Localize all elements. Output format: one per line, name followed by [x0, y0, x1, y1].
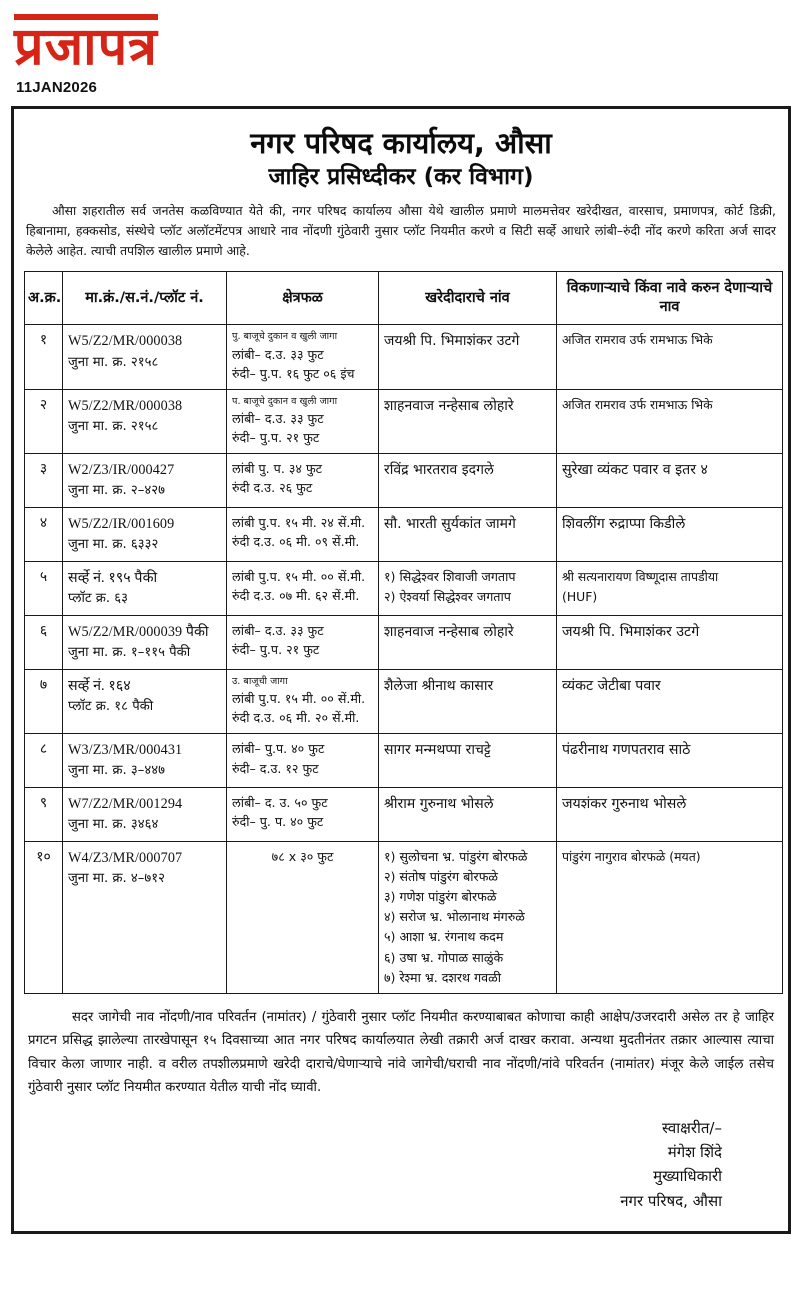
- signature-line: मंगेश शिंदे: [667, 1143, 722, 1162]
- column-header-serial: अ.क्र.: [25, 272, 63, 325]
- cell-seller-names: [557, 787, 783, 841]
- cell-serial-number: १: [25, 325, 63, 389]
- buyer-name: २) ऐश्वर्या सिद्धेश्वर जगताप: [384, 588, 511, 604]
- buyer-name: ७) रेश्मा भ्र. दशरथ गवळी: [384, 969, 501, 985]
- cell-serial-number: ८: [25, 734, 63, 788]
- table-row: [25, 734, 783, 788]
- plot-old-number-text: जुना मा. क्र. २१५८: [68, 354, 159, 370]
- buyer-name: सौ. भारती सुर्यकांत जामगे: [384, 515, 516, 532]
- area-dimension-line: रुंदी– द.उ. १२ फुट: [232, 760, 319, 776]
- plot-old-number-text: प्लॉट क्र. १८ पैकी: [68, 699, 154, 715]
- cell-buyer-names: [379, 389, 557, 453]
- seller-name: अजित रामराव उर्फ रामभाऊ भिके: [562, 396, 713, 412]
- cell-area: [227, 787, 379, 841]
- cell-buyer-names: [379, 507, 557, 561]
- public-notice-box: [11, 106, 791, 1234]
- cell-serial-number: २: [25, 389, 63, 453]
- cell-plot-number: [63, 615, 227, 669]
- table-header-row: [25, 272, 783, 325]
- buyer-name: शाहनवाज नन्हेसाब लोहारे: [384, 397, 514, 414]
- table-row: [25, 325, 783, 389]
- cell-seller-names: [557, 669, 783, 733]
- cell-serial-number: ३: [25, 453, 63, 507]
- buyer-name: ३) गणेश पांडुरंग बोरफळे: [384, 889, 497, 905]
- seller-name: अजित रामराव उर्फ रामभाऊ भिके: [562, 332, 713, 348]
- area-dimension-line: रुंदी द.उ. ०७ मी. ६२ सें.मी.: [232, 588, 360, 604]
- area-dimension-line: लांबी– द. उ. ५० फुट: [232, 794, 328, 810]
- plot-old-number-text: जुना मा. क्र. ४–७१२: [68, 871, 165, 887]
- cell-buyer-names: [379, 787, 557, 841]
- cell-area: [227, 389, 379, 453]
- cell-area: [227, 669, 379, 733]
- cell-area: [227, 734, 379, 788]
- plot-old-number-text: जुना मा. क्र. १–११५ पैकी: [68, 645, 191, 661]
- buyer-name: शाहनवाज नन्हेसाब लोहारे: [384, 623, 514, 640]
- area-dimension-line: ७८ x ३० फुट: [271, 848, 334, 864]
- cell-plot-number: [63, 734, 227, 788]
- table-row: [25, 841, 783, 993]
- column-header-area: क्षेत्रफळ: [227, 272, 379, 325]
- cell-seller-names: [557, 615, 783, 669]
- area-dimension-line: रुंदी– पु.प. २१ फुट: [232, 642, 320, 658]
- cell-area: [227, 615, 379, 669]
- cell-buyer-names: [379, 841, 557, 993]
- seller-name: (HUF): [562, 588, 598, 604]
- area-note-text: प. बाजूचे दुकान व खुली जागा: [232, 395, 338, 407]
- masthead: [0, 0, 802, 96]
- plot-id-text: W5/Z2/MR/000038: [68, 333, 183, 350]
- plot-id-text: सर्व्हे नं. १९५ पैकी: [68, 569, 158, 586]
- area-dimension-line: रुंदी द.उ. ०६ मी. २० सें.मी.: [232, 710, 360, 726]
- intro-paragraph: औसा शहरातील सर्व जनतेस कळविण्यात येते की, नगर परिषद कार्यालय औसा येथे खालील प्रमाणे मालमत्तेवर खरेदीखत, वारसाच, प्रमाणपत्र, कोर्ट डिक्री, हिबानामा, हक्कसोड, संस्थेचे प्लॉट अलॉटमेंटपत्र आधारे नाव नोंदणी गुंठेवारी नुसार प्लॉट नियमीत करणे व सिटी सर्व्हे आधारे लांबी–रुंदी नोंद करणे करिता अर्ज सादर केलेले आहेत. त्याची तपशिल खालील प्रमाणे आहे.: [26, 203, 776, 259]
- area-dimension-line: लांबी– पु.प. ४० फुट: [232, 741, 325, 756]
- cell-serial-number: ७: [25, 669, 63, 733]
- cell-seller-names: [557, 507, 783, 561]
- cell-serial-number: १०: [25, 841, 63, 993]
- footer-paragraph: सदर जागेची नाव नोंदणी/नाव परिवर्तन (नामांतर) / गुंठेवारी नुसार प्लॉट नियमीत करण्याबाबत कोणाचा काही आक्षेप/उजरदारी असेल तर हे जाहिर प्रगटन प्रसिद्ध झालेल्या तारखेपासून १५ दिवसाच्या आत नगर परिषद कार्यालयात लेखी तक्रारी अर्ज दाखर करावा. अन्यथा मुदतीनंतर तक्रार आल्यास त्याचा विचार केला जाणार नाही. व वरील तपशीलप्रमाणे खरेदी दाराचे/घेणाऱ्याचे नांवे जागेची/घराची नाव नोंदणी/नांवे परिवर्तन (नामांतर) मंजूर केले जाईल तसेच गुंठेवारी नुसार प्लॉट नियमीत करण्यात येतील याची नोंद घ्यावी.: [28, 1009, 774, 1096]
- table-row: [25, 615, 783, 669]
- cell-seller-names: [557, 734, 783, 788]
- table-row: [25, 389, 783, 453]
- cell-buyer-names: [379, 561, 557, 615]
- plot-id-text: W5/Z2/MR/000039 पैकी: [68, 623, 209, 640]
- table-row: [25, 669, 783, 733]
- signature-line: नगर परिषद, औसा: [620, 1191, 722, 1210]
- buyer-name: शैलेजा श्रीनाथ कासार: [384, 677, 494, 694]
- cell-area: [227, 561, 379, 615]
- area-dimension-line: लांबी– द.उ. ३३ फुट: [232, 346, 324, 362]
- buyer-name: सागर मन्मथप्पा राचट्टे: [384, 742, 491, 758]
- plot-old-number-text: जुना मा. क्र. २१५८: [68, 418, 159, 434]
- seller-name: सुरेखा व्यंकट पवार व इतर ४: [562, 461, 708, 478]
- plot-old-number-text: जुना मा. क्र. २–४२७: [68, 483, 165, 499]
- notice-subtitle: जाहिर प्रसिध्दीकर (कर विभाग): [268, 164, 534, 191]
- cell-plot-number: [63, 787, 227, 841]
- plot-id-text: सर्व्हे नं. १६४: [68, 677, 131, 694]
- area-note-text: उ. बाजूची जागा: [232, 675, 288, 687]
- plot-id-text: W2/Z3/IR/000427: [68, 461, 175, 478]
- seller-name: पांडुरंग नागुराव बोरफळे (मयत): [562, 848, 701, 864]
- cell-serial-number: ४: [25, 507, 63, 561]
- buyer-name: १) सिद्धेश्वर शिवाजी जगताप: [384, 568, 516, 584]
- cell-seller-names: [557, 453, 783, 507]
- area-dimension-line: लांबी पु.प. १५ मी. ०० सें.मी.: [232, 690, 366, 706]
- area-dimension-line: लांबी पु. प. ३४ फुट: [232, 460, 322, 476]
- seller-name: श्री सत्यनारायण विष्णूदास तापडीया: [562, 568, 719, 584]
- cell-buyer-names: [379, 453, 557, 507]
- plot-id-text: W5/Z2/IR/001609: [68, 515, 175, 532]
- cell-buyer-names: [379, 325, 557, 389]
- buyer-name: जयश्री पि. भिमाशंकर उटगे: [384, 333, 520, 350]
- area-note-text: पु. बाजूचे दुकान व खुली जागा: [232, 331, 338, 343]
- cell-seller-names: [557, 841, 783, 993]
- cell-seller-names: [557, 325, 783, 389]
- newspaper-logo: प्रजापत्र: [14, 14, 158, 73]
- seller-name: शिवलींग रुद्राप्पा किडीले: [562, 515, 686, 532]
- cell-serial-number: ६: [25, 615, 63, 669]
- cell-plot-number: [63, 325, 227, 389]
- cell-area: [227, 841, 379, 993]
- area-dimension-line: लांबी– द.उ. ३३ फुट: [232, 622, 324, 638]
- cell-seller-names: [557, 561, 783, 615]
- cell-area: [227, 507, 379, 561]
- buyer-name: रविंद्र भारतराव इदगले: [384, 461, 494, 478]
- cell-area: [227, 325, 379, 389]
- area-dimension-line: रुंदी द.उ. ०६ मी. ०९ सें.मी.: [232, 534, 360, 550]
- cell-plot-number: [63, 561, 227, 615]
- area-dimension-line: लांबी– द.उ. ३३ फुट: [232, 410, 324, 426]
- buyer-name: ४) सरोज भ्र. भोलानाथ मंगरुळे: [384, 909, 525, 925]
- table-row: [25, 561, 783, 615]
- area-dimension-line: रुंदी द.उ. २६ फुट: [232, 480, 313, 496]
- area-dimension-line: लांबी पु.प. १५ मी. २४ सें.मी.: [232, 514, 366, 530]
- cell-seller-names: [557, 389, 783, 453]
- column-header-seller: विकणाऱ्याचे किंवा नावे करुन देणाऱ्याचे नाव: [557, 272, 783, 325]
- cell-buyer-names: [379, 734, 557, 788]
- seller-name: जयशंकर गुरुनाथ भोसले: [562, 795, 687, 812]
- cell-plot-number: [63, 453, 227, 507]
- buyer-name: श्रीराम गुरुनाथ भोसले: [384, 795, 494, 812]
- seller-name: पंढरीनाथ गणपतराव साठे: [562, 742, 691, 758]
- cell-plot-number: [63, 389, 227, 453]
- seller-name: जयश्री पि. भिमाशंकर उटगे: [562, 623, 700, 640]
- buyer-name: ५) आशा भ्र. रंगनाथ कदम: [384, 929, 504, 945]
- area-dimension-line: रुंदी– पु.प. २१ फुट: [232, 430, 320, 446]
- signature-block: [24, 1116, 722, 1213]
- plot-old-number-text: जुना मा. क्र. ३–४४७: [68, 763, 165, 779]
- area-dimension-line: रुंदी– पु. प. ४० फुट: [232, 814, 324, 830]
- table-body: [25, 325, 783, 994]
- plot-id-text: W4/Z3/MR/000707: [68, 849, 183, 866]
- column-header-buyer: खरेदीदाराचे नांव: [379, 272, 557, 325]
- signature-line: मुख्याधिकारी: [653, 1167, 722, 1186]
- cell-plot-number: [63, 841, 227, 993]
- plot-id-text: W3/Z3/MR/000431: [68, 742, 183, 758]
- buyer-name: ६) उषा भ्र. गोपाळ साळुंके: [384, 949, 504, 965]
- office-title: नगर परिषद कार्यालय, औसा: [250, 126, 552, 160]
- seller-name: व्यंकट जेटीबा पवार: [562, 677, 661, 694]
- table-row: [25, 453, 783, 507]
- plot-old-number-text: जुना मा. क्र. ३४६४: [68, 817, 159, 833]
- table-row: [25, 787, 783, 841]
- table-row: [25, 507, 783, 561]
- area-dimension-line: रुंदी– पु.प. १६ फुट ०६ इंच: [232, 366, 355, 382]
- publication-date: 11JAN2026: [16, 79, 98, 96]
- buyer-name: २) संतोष पांडुरंग बोरफळे: [384, 868, 498, 884]
- cell-buyer-names: [379, 669, 557, 733]
- cell-serial-number: ९: [25, 787, 63, 841]
- plot-old-number-text: जुना मा. क्र. ६३३२: [68, 537, 159, 553]
- cell-plot-number: [63, 507, 227, 561]
- plot-id-text: W5/Z2/MR/000038: [68, 397, 183, 414]
- signature-line: स्वाक्षरीत/–: [662, 1118, 722, 1137]
- plot-old-number-text: प्लॉट क्र. ६३: [68, 591, 128, 607]
- buyer-name: १) सुलोचना भ्र. पांडुरंग बोरफळे: [384, 848, 528, 864]
- property-registration-table: [24, 271, 783, 993]
- area-dimension-line: लांबी पु.प. १५ मी. ०० सें.मी.: [232, 568, 366, 584]
- cell-area: [227, 453, 379, 507]
- column-header-plot: मा.क्रं./स.नं./प्लॉट नं.: [63, 272, 227, 325]
- cell-serial-number: ५: [25, 561, 63, 615]
- plot-id-text: W7/Z2/MR/001294: [68, 795, 183, 812]
- cell-buyer-names: [379, 615, 557, 669]
- cell-plot-number: [63, 669, 227, 733]
